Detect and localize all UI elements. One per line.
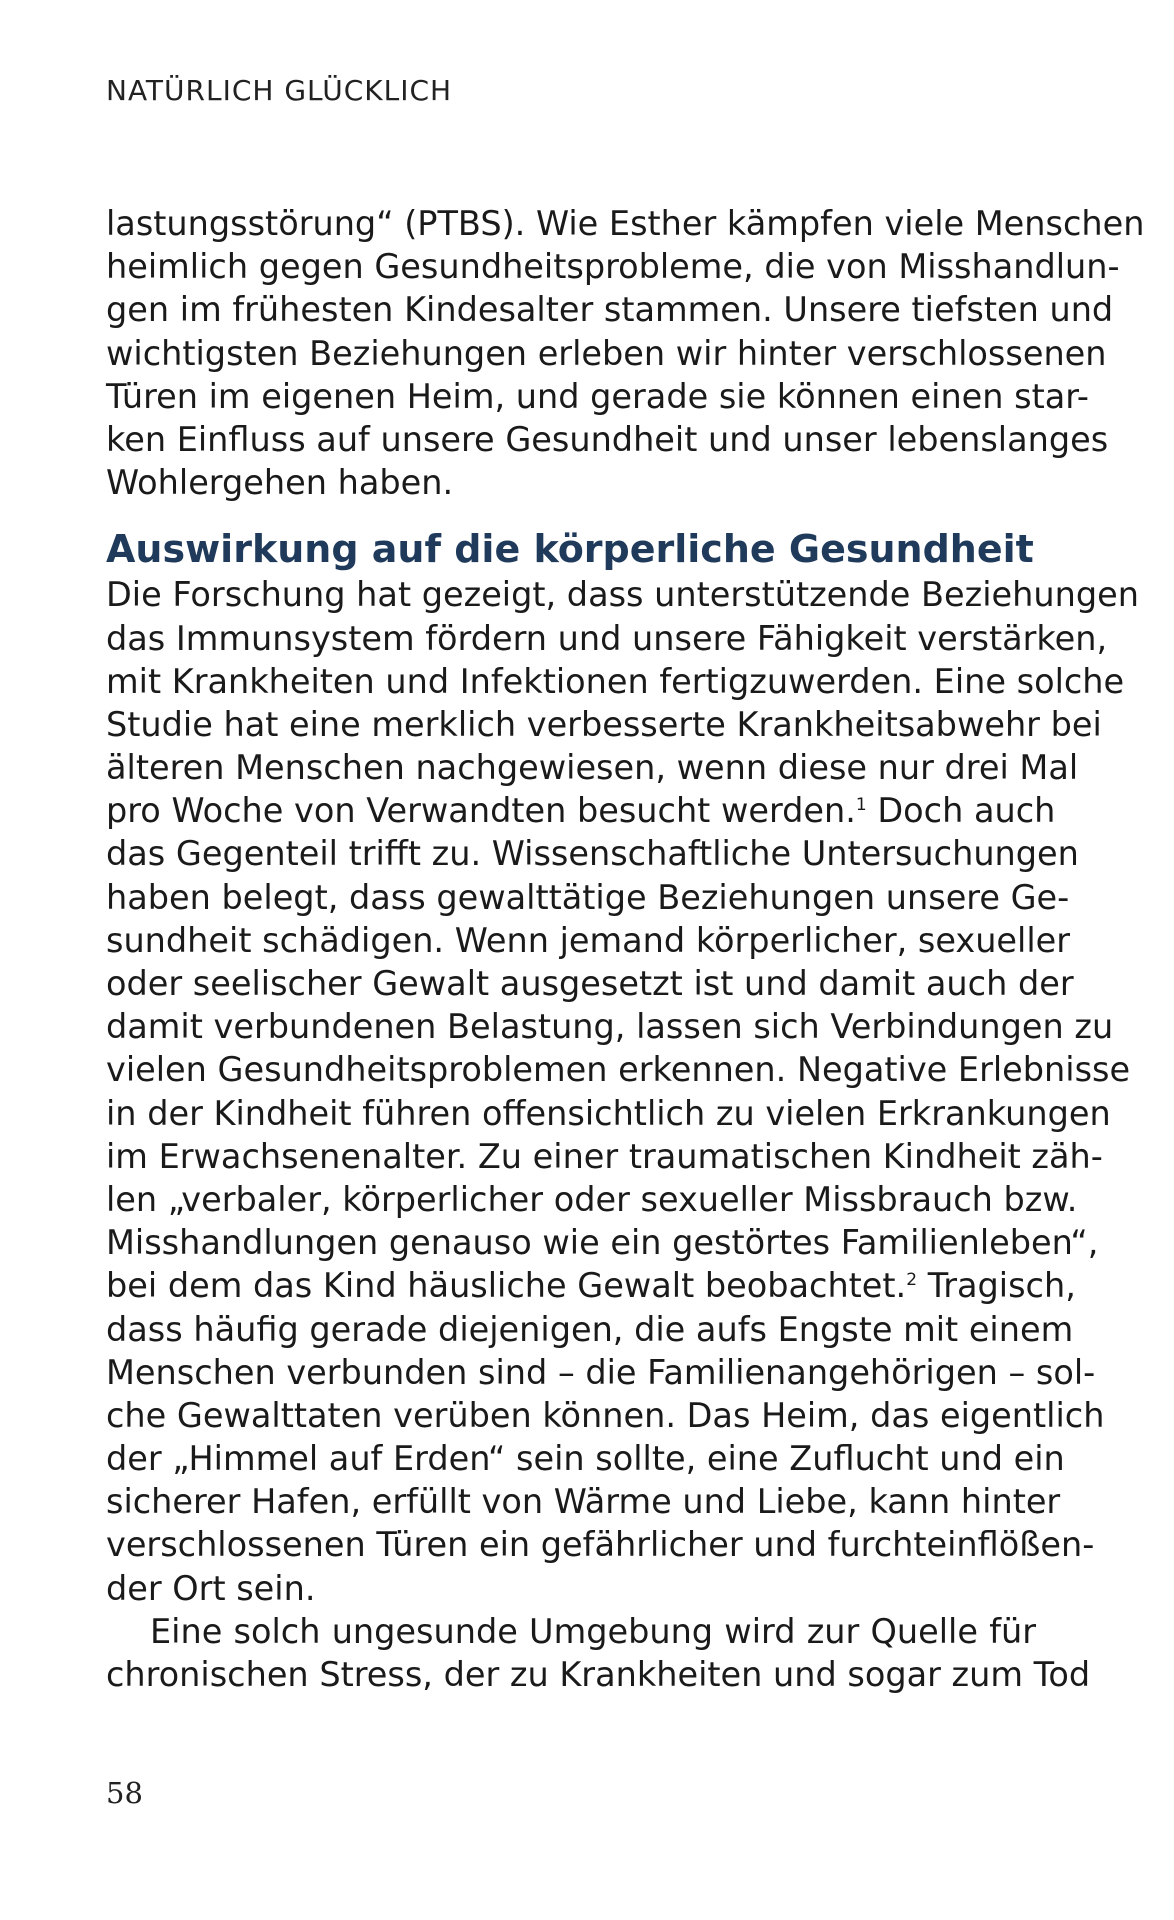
text-segment: bei dem das Kind häusliche Gewalt beobachtet. [106, 1266, 907, 1306]
text-line: Eine solch ungesunde Umgebung wird zur Quelle für [150, 1611, 1036, 1651]
paragraph-3 [106, 1610, 1091, 1696]
text-segment: pro Woche von Verwandten besucht werden. [106, 791, 856, 831]
text-line: chronischen Stress, der zu Krankheiten und sogar zum Tod [106, 1655, 1091, 1694]
text-line: das Immunsystem fördern und unsere Fähigkeit verstärken, [106, 618, 1108, 658]
text-line: damit verbundenen Belastung, lassen sich Verbindungen zu [106, 1007, 1114, 1047]
text-line: Menschen verbunden sind – die Familienangehörigen – sol- [106, 1352, 1096, 1392]
text-line: sundheit schädigen. Wenn jemand körperlicher, sexueller [106, 920, 1071, 960]
text-line: verschlossenen Türen ein gefährlicher und furchteinflößen- [106, 1525, 1095, 1565]
text-line: dass häufig gerade diejenigen, die aufs Engste mit einem [106, 1309, 1074, 1349]
text-line: lastungsstörung“ (PTBS). Wie Esther kämpfen viele Menschen [106, 204, 1145, 243]
text-line: Misshandlungen genauso wie ein gestörtes Familienleben“, [106, 1223, 1099, 1263]
text-line: älteren Menschen nachgewiesen, wenn diese nur drei Mal [106, 748, 1079, 788]
text-line: gen im frühesten Kindesalter stammen. Unsere tiefsten und [106, 290, 1114, 330]
text-line: Türen im eigenen Heim, und gerade sie können einen star- [106, 376, 1089, 416]
text-line: wichtigsten Beziehungen erleben wir hinter verschlossenen [106, 333, 1107, 373]
running-head: NATÜRLICH GLÜCKLICH [106, 74, 453, 107]
body-text [106, 202, 1145, 1696]
text-line-with-footnote [106, 1264, 1076, 1307]
text-line: Studie hat eine merklich verbesserte Krankheitsabwehr bei [106, 704, 1102, 744]
text-segment: Doch auch [866, 791, 1056, 831]
text-line: haben belegt, dass gewalttätige Beziehungen unsere Ge- [106, 877, 1070, 917]
text-line: sicherer Hafen, erfüllt von Wärme und Liebe, kann hinter [106, 1482, 1061, 1522]
text-segment: Tragisch, [917, 1266, 1076, 1306]
text-line: heimlich gegen Gesundheitsprobleme, die von Misshandlun- [106, 247, 1120, 287]
section-heading: Auswirkung auf die körperliche Gesundheit [106, 527, 1034, 572]
text-line: in der Kindheit führen offensichtlich zu vielen Erkrankungen [106, 1093, 1111, 1133]
text-line: len „verbaler, körperlicher oder sexueller Missbrauch bzw. [106, 1179, 1078, 1219]
footnote-ref-2: 2 [906, 1270, 918, 1291]
text-line: im Erwachsenenalter. Zu einer traumatischen Kindheit zäh- [106, 1136, 1103, 1176]
text-line: mit Krankheiten und Infektionen fertigzuwerden. Eine solche [106, 661, 1125, 701]
paragraph-2 [106, 573, 1139, 1610]
text-line: der Ort sein. [106, 1568, 316, 1608]
text-line: vielen Gesundheitsproblemen erkennen. Negative Erlebnisse [106, 1050, 1131, 1090]
text-line: oder seelischer Gewalt ausgesetzt ist und damit auch der [106, 964, 1074, 1003]
text-line: der „Himmel auf Erden“ sein sollte, eine Zuflucht und ein [106, 1439, 1065, 1479]
page-number: 58 [106, 1776, 143, 1810]
text-line: das Gegenteil trifft zu. Wissenschaftliche Untersuchungen [106, 834, 1079, 874]
text-line: che Gewalttaten verüben können. Das Heim, das eigentlich [106, 1395, 1105, 1435]
text-line: Die Forschung hat gezeigt, dass unterstützende Beziehungen [106, 575, 1139, 615]
text-line: Wohlergehen haben. [106, 463, 454, 503]
text-line: ken Einfluss auf unsere Gesundheit und unser lebenslanges [106, 419, 1109, 459]
text-line-with-footnote [106, 789, 1056, 832]
footnote-ref-1: 1 [855, 795, 867, 816]
paragraph-1 [106, 202, 1145, 504]
